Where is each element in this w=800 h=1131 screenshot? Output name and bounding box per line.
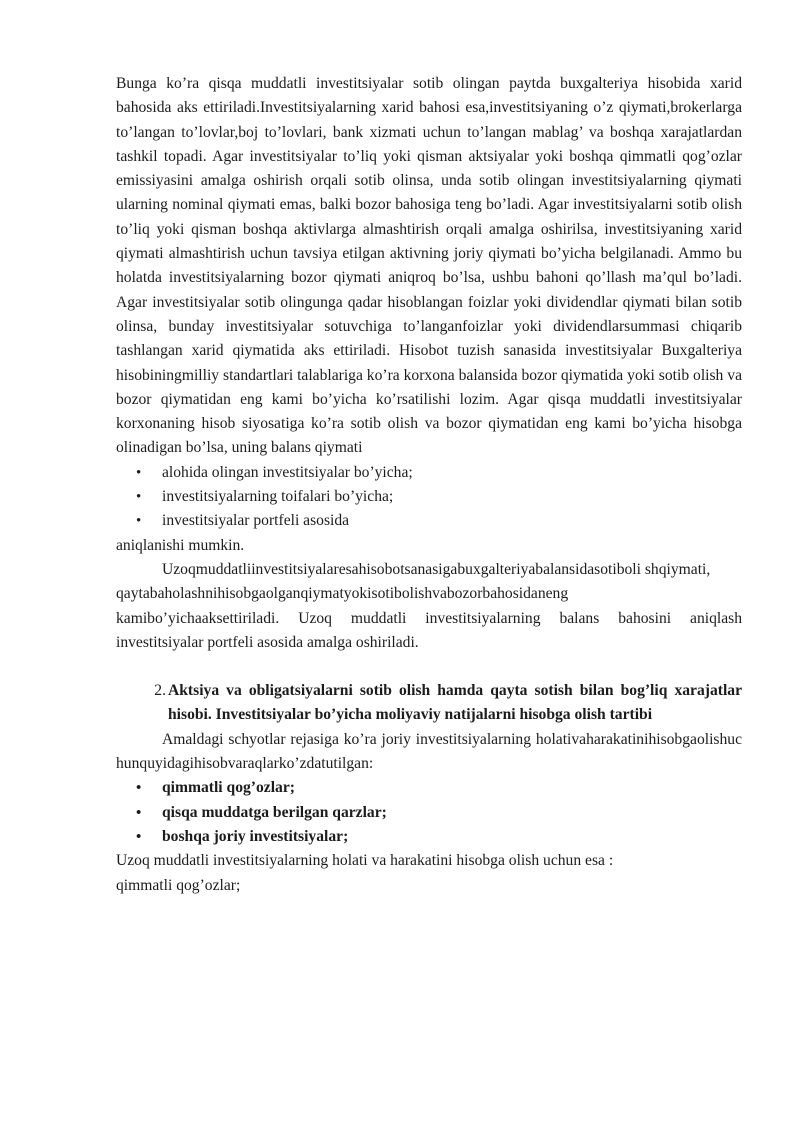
bullet-icon: •: [136, 780, 142, 797]
document-page: [116, 72, 742, 898]
bullet-icon: •: [136, 804, 142, 821]
bullet-icon: •: [136, 464, 142, 481]
paragraph-long-term-b: qaytabaholashnihisobgaolganqiymatyokisotibolishvabozorbahosidaneng: [116, 585, 569, 603]
paragraph-long-term-c: kamibo’yichaaksettiriladi. Uzoq muddatli investitsiyalarning balans bahosini aniqlash investitsiyalar portfeli asosida amalga oshiriladi.: [116, 609, 742, 651]
list-item: • boshqa joriy investitsiyalar;: [116, 825, 742, 849]
list-continuation: aniqlanishi mumkin.: [116, 536, 245, 554]
paragraph-intro: Bunga ko’ra qisqa muddatli investitsiyalar sotib olingan paytda buxgalteriya hisobida xarid bahosida aks ettiriladi.Investitsiyalarning xarid bahosi esa,investitsiyaning o’z qiymati,brokerlarga to’langan to’lovlar,boj to’lovlari, bank xizmati uchun to’langan mablag’ va boshqa xarajatlardan tashkil topadi. Agar investitsiyalar to’liq yoki qisman aktsiyalar yoki boshqa qimmatli qog’ozlar emissiyasini amalga oshirish orqali sotib olinsa, unda sotib olingan investitsiyalarning qiymati ularning nominal qiymati emas, balki bozor bahosiga teng bo’ladi. Agar investitsiyalarni sotib olish to’liq yoki qisman boshqa aktivlarga almashtirish orqali amalga oshirilsa, investitsiyaning xarid qiymati almashtirish uchun tavsiya etilgan aktivning joriy qiymati bo’yicha belgilanadi. Ammo bu holatda investitsiyalarning bozor qiymati aniqroq bo’lsa, ushbu bahoni qo’llash ma’qul bo’ladi. Agar investitsiyalar sotib olingunga qadar hisoblangan foizlar yoki dividendlar qiymati bilan sotib olinsa, bunday investitsiyalar sotuvchiga to’langanfoizlar yoki dividendlarsummasi chiqarib tashlangan xarid qiymatida aks ettiriladi. Hisobot tuzish sanasida investitsiyalar Buxgalteriya hisobiningmilliy standartlari talablariga ko’ra korxona balansida bozor qiymatida yoki sotib olish va bozor qiymatidan eng kami bo’yicha ko’rsatilishi lozim. Agar qisqa muddatli investitsiyalar korxonaning hisob siyosatiga ko’ra sotib olish va bozor qiymatidan eng kami bo’yicha hisobga olinadigan bo’lsa, uning balans qiymati: [116, 75, 742, 457]
bullet-icon: •: [136, 828, 142, 845]
valuation-basis-list: [116, 461, 742, 534]
list-item: • qimmatli qog’ozlar;: [116, 776, 742, 800]
bullet-icon: •: [136, 489, 142, 506]
list-item: • investitsiyalar portfeli asosida: [116, 509, 742, 533]
paragraph-accounts: Amaldagi schyotlar rejasiga ko’ra joriy investitsiyalarning holativaharakatinihisobgaolishuchunquyidagihisobvaraqlarko’zdatutilgan:: [116, 730, 742, 773]
paragraph-long-term-a: Uzoqmuddatliinvestitsiyalaresahisobotsanasigabuxgalteriyabalansidasotiboli shqiymati,: [162, 560, 711, 578]
current-investment-accounts-list: [116, 776, 742, 849]
section-title: Aktsiya va obligatsiyalarni sotib olish hamda qayta sotish bilan bog’liq xarajatlar hisobi. Investitsiyalar bo’yicha moliyaviy natijalarni hisobga olish tartibi: [168, 682, 742, 724]
bullet-icon: •: [136, 513, 142, 530]
section-heading: [116, 679, 742, 728]
paragraph-long-term-accounts: Uzoq muddatli investitsiyalarning holati va harakatini hisobga olish uchun esa :: [116, 852, 614, 870]
section-number: 2.: [154, 682, 166, 700]
list-item: • alohida olingan investitsiyalar bo’yicha;: [116, 461, 742, 485]
list-item: • investitsiyalarning toifalari bo’yicha;: [116, 485, 742, 509]
paragraph-securities: qimmatli qog’ozlar;: [116, 876, 241, 894]
list-item: • qisqa muddatga berilgan qarzlar;: [116, 801, 742, 825]
